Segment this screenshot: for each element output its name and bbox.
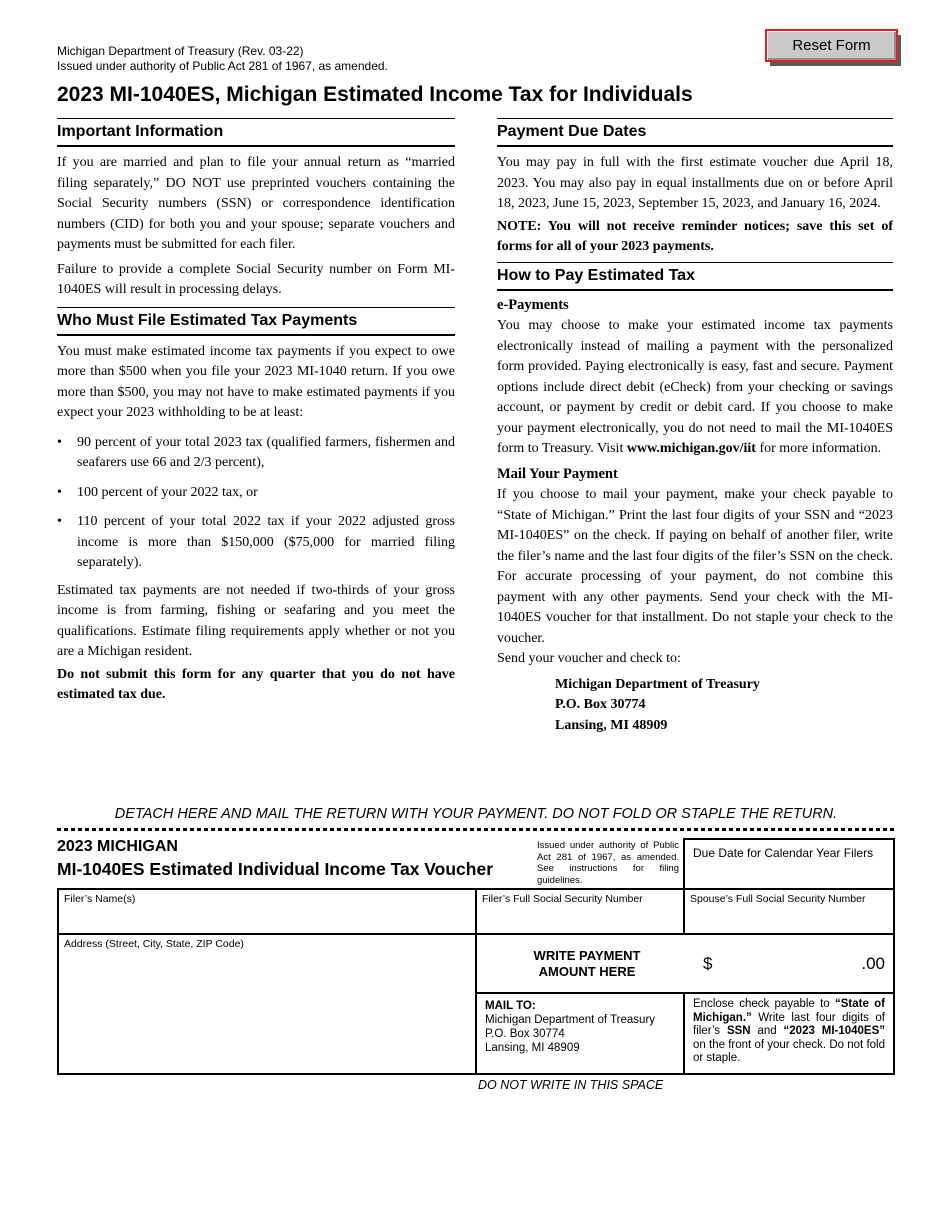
- treasury-address-block: [555, 675, 893, 737]
- section-heading-payment-due-dates: Payment Due Dates: [497, 118, 893, 147]
- spouse-ssn-field[interactable]: [685, 890, 893, 935]
- document-header: [57, 44, 893, 107]
- cents-suffix: .00: [861, 953, 885, 973]
- filer-ssn-field[interactable]: [477, 890, 685, 935]
- send-voucher-line: Send your voucher and check to:: [497, 651, 681, 666]
- list-item: [57, 483, 455, 504]
- bullet-text: 110 percent of your total 2022 tax if your 2022 adjusted gross income is more than $150,000 ($75,000 for married filing separately).: [77, 514, 455, 570]
- reset-form-button[interactable]: Reset Form: [765, 29, 898, 62]
- treasury-address-line: Lansing, MI 48909: [555, 717, 668, 733]
- detach-instruction-line: DETACH HERE AND MAIL THE RETURN WITH YOUR PAYMENT. DO NOT FOLD OR STAPLE THE RETURN.: [114, 806, 838, 822]
- write-payment-label: WRITE PAYMENT AMOUNT HERE: [533, 947, 641, 979]
- right-column: [497, 118, 893, 736]
- mail-payment-para: If you choose to mail your payment, make your check payable to “State of Michigan.” Print the last four digits of your SSN and “2023 MI-1040ES” on the check. If paying on behalf of another filer, write the filer’s name and the last four digits of the filer’s SSN on the check. For accurate processing of your payment, do not combine this payment with any other payments. Send your check with the MI-1040ES voucher for that installment. Do not staple your check to the voucher.: [497, 487, 893, 646]
- spouse-ssn-label: Spouse’s Full Social Security Number: [690, 893, 866, 905]
- section-heading-how-to-pay: How to Pay Estimated Tax: [497, 262, 893, 291]
- treasury-address-line: P.O. Box 30774: [555, 697, 646, 712]
- enclose-check-note: Enclose check payable to “State of Michigan.” Write last four digits of filer’s SSN and “2023 MI-1040ES” on the front of your check. Do not fold or staple.: [693, 998, 886, 1064]
- mail-to-line: Michigan Department of Treasury: [485, 1014, 656, 1026]
- bullet-icon: •: [57, 484, 62, 500]
- important-info-para1: If you are married and plan to file your annual return as “married filing separately,” DO NOT use preprinted vouchers containing the Social Security numbers (SSN) or correspondence identification numbers (CID) for both you and your spouse; separate vouchers and payments must be submitted for each filer.: [57, 155, 455, 252]
- voucher-table: [57, 888, 895, 1075]
- voucher-title-line1: 2023 MICHIGAN: [57, 838, 178, 855]
- epayments-text-after-link: for more information.: [755, 441, 882, 456]
- voucher-title: [57, 837, 493, 881]
- filer-name-field[interactable]: [59, 890, 477, 935]
- authority-line: Issued under authority of Public Act 281 of 1967, as amended.: [57, 59, 388, 73]
- voucher-title-line2: MI-1040ES Estimated Individual Income Tax Voucher: [57, 859, 494, 879]
- mail-to-line: Lansing, MI 48909: [485, 1042, 580, 1054]
- filer-ssn-label: Filer’s Full Social Security Number: [482, 893, 643, 905]
- address-field[interactable]: [59, 935, 477, 1073]
- list-item: [57, 433, 455, 474]
- page-title: 2023 MI-1040ES, Michigan Estimated Income Tax for Individuals: [57, 83, 693, 106]
- list-item: [57, 512, 455, 574]
- due-date-label: Due Date for Calendar Year Filers: [693, 846, 874, 860]
- do-not-submit-note: Do not submit this form for any quarter that you do not have estimated tax due.: [57, 666, 455, 702]
- important-info-para2: Failure to provide a complete Social Security number on Form MI-1040ES will result in processing delays.: [57, 261, 455, 297]
- bullet-icon: •: [57, 434, 62, 450]
- left-column: [57, 118, 455, 736]
- currency-symbol: $: [703, 953, 713, 973]
- who-must-file-outro: Estimated tax payments are not needed if two-thirds of your gross income is from farming, fishing or seafaring and you meet the qualifications. Estimate filing requirements apply whether or not you are a Michigan resident.: [57, 582, 455, 659]
- mail-to-block: [477, 994, 685, 1073]
- bullet-text: 90 percent of your total 2023 tax (qualified farmers, fishermen and seafarers use 66 and 2/3 percent),: [77, 434, 455, 470]
- subheading-epayments: e-Payments: [497, 296, 569, 313]
- detach-dashed-line: [57, 828, 895, 831]
- voucher-header: [57, 834, 895, 888]
- address-label: Address (Street, City, State, ZIP Code): [64, 938, 244, 950]
- who-must-file-intro: You must make estimated income tax payments if you expect to owe more than $500 when you file your 2023 MI-1040 return. If you owe more than $500, you may not have to make estimated payments if you expect your 2023 withholding to be at least:: [57, 343, 455, 420]
- payment-due-dates-para: You may pay in full with the first estimate voucher due April 18, 2023. You may also pay in equal installments due on or before April 18, 2023, June 15, 2023, September 15, 2023, and January 16, 2024.: [497, 155, 893, 211]
- subheading-mail-your-payment: Mail Your Payment: [497, 465, 618, 482]
- section-heading-who-must-file: Who Must File Estimated Tax Payments: [57, 307, 455, 336]
- michigan-gov-link: www.michigan.gov/iit: [626, 441, 756, 456]
- filer-name-label: Filer’s Name(s): [64, 893, 136, 905]
- due-date-field[interactable]: [683, 838, 895, 888]
- instructions-columns: [57, 118, 893, 736]
- epayments-text-before-link: You may choose to make your estimated income tax payments electronically instead of mailing a payment with the personalized form provided. Paying electronically is easy, fast and secure. Payment options include direct debit (eCheck) from your checking or savings account, or payment by credit or debit card. If you choose to make your payment electronically, you do not need to mail the MI-1040ES form to Treasury. Visit: [497, 318, 893, 456]
- agency-line: Michigan Department of Treasury (Rev. 03-22): [57, 44, 304, 58]
- bullet-icon: •: [57, 514, 62, 529]
- voucher-authority-note: Issued under authority of Public Act 281 of 1967, as amended. See instructions for filing guidelines.: [537, 840, 679, 886]
- bullet-text: 100 percent of your 2022 tax, or: [77, 484, 258, 500]
- payment-amount-field[interactable]: [477, 935, 893, 994]
- mail-to-line: P.O. Box 30774: [485, 1028, 565, 1040]
- epayments-para: [497, 316, 893, 460]
- mail-to-label: MAIL TO:: [485, 1000, 536, 1012]
- section-heading-important-information: Important Information: [57, 118, 455, 147]
- treasury-address-line: Michigan Department of Treasury: [555, 676, 760, 692]
- do-not-write-label: DO NOT WRITE IN THIS SPACE: [478, 1078, 664, 1092]
- reminder-note: NOTE: You will not receive reminder notices; save this set of forms for all of your 2023 payments.: [497, 218, 893, 254]
